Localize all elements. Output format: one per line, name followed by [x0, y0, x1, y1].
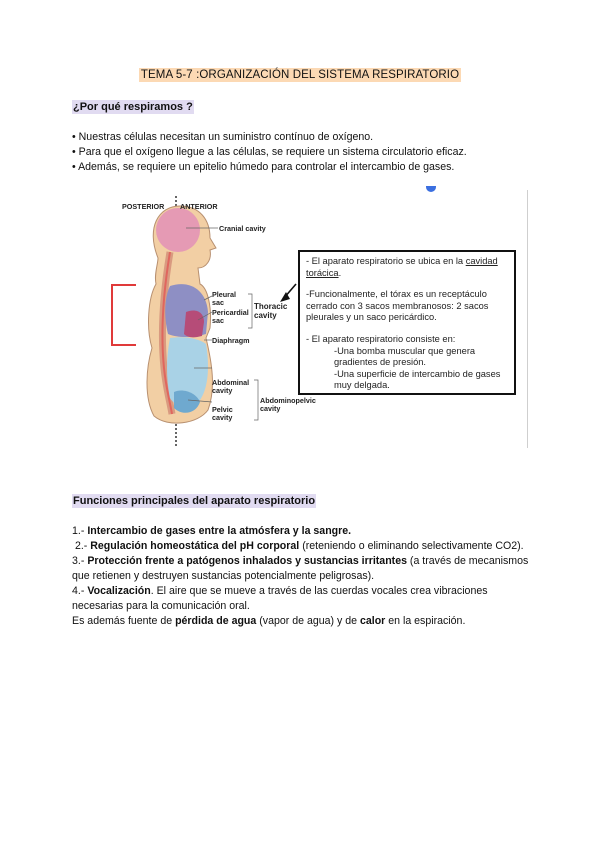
label-abdominal-cavity: Abdominal cavity — [212, 378, 250, 395]
label-pericardial-sac: Pericardial sac — [212, 308, 249, 325]
bullet-item: • Nuestras células necesitan un suministro contínuo de oxígeno. — [72, 131, 374, 143]
section-heading-functions: Funciones principales del aparato respiratorio — [73, 495, 316, 507]
bullet-item: • Además, se requiere un epitelio húmedo para controlar el intercambio de gases. — [72, 161, 455, 173]
callout-surface: -Una superficie de intercambio de gases muy delgada. — [334, 368, 501, 391]
callout-function: -Funcionalmente, el tórax es un receptáculo cerrado con 3 sacos membranosos: 2 sacos pleurales y un saco pericárdico. — [306, 289, 489, 323]
callout-pump: -Una bomba muscular que genera gradientes de presión. — [334, 345, 476, 368]
label-thoracic-cavity: Thoracic cavity — [254, 302, 288, 320]
function-item: 3.- Protección frente a patógenos inhalados y sustancias irritantes (a través de mecanismos que retienen y destruyen sustancias potencialmente peligrosas). — [72, 555, 529, 582]
function-item: 1.- Intercambio de gases entre la atmósfera y la sangre. — [72, 525, 352, 537]
label-pleural-sac: Pleural sac — [212, 290, 236, 307]
label-posterior: POSTERIOR — [122, 202, 165, 211]
label-abdominopelvic-cavity: Abdominopelvic cavity — [260, 396, 316, 413]
label-cranial-cavity: Cranial cavity — [219, 224, 266, 233]
body-cavities-figure — [108, 188, 528, 450]
bullet-list — [72, 130, 552, 175]
bookmark-pin-icon[interactable] — [426, 186, 436, 192]
bullet-item: • Para que el oxígeno llegue a las células, se requiere un sistema circulatorio eficaz. — [72, 146, 467, 158]
page-title: TEMA 5-7 :ORGANIZACIÓN DEL SISTEMA RESPIRATORIO — [140, 69, 460, 81]
figure-border — [527, 190, 528, 448]
label-diaphragm: Diaphragm — [212, 336, 250, 345]
callout-location: - El aparato respiratorio se ubica en la cavidad torácica. — [306, 256, 498, 278]
function-item: 2.- Regulación homeostática del pH corporal (reteniendo o eliminando selectivamente CO2). — [72, 540, 524, 552]
function-item: 4.- Vocalización. El aire que se mueve a través de las cuerdas vocales crea vibraciones necesarias para la comunicación oral. — [72, 585, 488, 612]
section-heading-why-breathe: ¿Por qué respiramos ? — [73, 101, 193, 113]
functions-list — [72, 524, 532, 629]
label-pelvic-cavity: Pelvic cavity — [212, 405, 233, 422]
label-anterior: ANTERIOR — [180, 202, 218, 211]
closing-line: Es además fuente de pérdida de agua (vapor de agua) y de calor en la espiración. — [72, 615, 466, 627]
callout-box — [298, 250, 516, 395]
callout-consists: - El aparato respiratorio consiste en: — [306, 333, 456, 344]
